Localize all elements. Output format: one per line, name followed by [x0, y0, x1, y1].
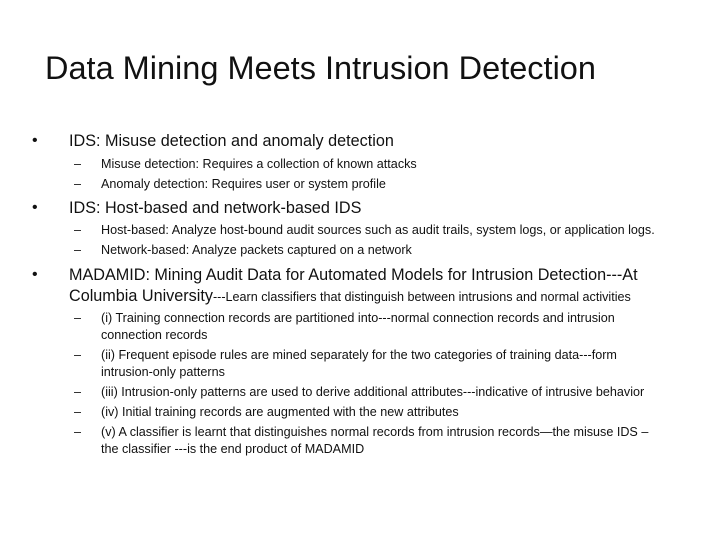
sub-item-text: Host-based: Analyze host-bound audit sources such as audit trails, system logs, or application logs.	[101, 223, 655, 237]
sub-item	[74, 310, 615, 327]
sub-item	[74, 222, 655, 239]
sub-item-continuation	[101, 441, 364, 458]
dash-icon: –	[74, 311, 82, 325]
bullet-text: IDS: Host-based and network-based IDS	[69, 199, 362, 217]
sub-item-text: connection records	[101, 328, 208, 342]
sub-item-text: Anomaly detection: Requires user or system profile	[101, 177, 386, 191]
dash-icon: –	[74, 243, 82, 257]
sub-item	[74, 347, 617, 364]
sub-item-text: (v) A classifier is learnt that distinguishes normal records from intrusion records—the misuse IDS –	[101, 425, 649, 439]
bullet-text-tail: ---Learn classifiers that distinguish between intrusions and normal activities	[212, 290, 631, 304]
sub-item-continuation	[101, 327, 207, 344]
dash-icon: –	[74, 177, 82, 191]
dash-icon: –	[74, 385, 82, 399]
bullet-text-line1: MADAMID: Mining Audit Data for Automated Models for Intrusion Detection---At	[69, 266, 638, 284]
dash-icon: –	[74, 157, 82, 171]
bullet-icon: •	[32, 199, 38, 216]
dash-icon: –	[74, 425, 82, 439]
sub-item	[74, 404, 459, 421]
sub-item-text: (iii) Intrusion-only patterns are used to derive additional attributes---indicative of intrusive behavior	[101, 385, 645, 399]
sub-item-text: Misuse detection: Requires a collection of known attacks	[101, 157, 417, 171]
sub-item	[74, 384, 645, 401]
sub-item	[74, 156, 417, 173]
slide-title: Data Mining Meets Intrusion Detection	[45, 50, 596, 86]
sub-item-text: the classifier ---is the end product of MADAMID	[101, 442, 365, 456]
sub-item	[74, 242, 412, 259]
sub-item-text: (ii) Frequent episode rules are mined separately for the two categories of training data---form	[101, 348, 617, 362]
bullet-icon: •	[32, 132, 38, 149]
dash-icon: –	[74, 405, 82, 419]
bullet-item-madamid	[32, 264, 638, 286]
bullet-icon: •	[32, 266, 38, 283]
bullet-item-madamid-line2	[69, 285, 631, 308]
sub-item	[74, 424, 649, 441]
sub-item-text: intrusion-only patterns	[101, 365, 225, 379]
sub-item-text: Network-based: Analyze packets captured on a network	[101, 243, 412, 257]
dash-icon: –	[74, 348, 82, 362]
sub-item-text: (i) Training connection records are partitioned into---normal connection records and intrusion	[101, 311, 615, 325]
sub-item-text: (iv) Initial training records are augmented with the new attributes	[101, 405, 459, 419]
bullet-text-line2: Columbia University	[69, 287, 213, 305]
dash-icon: –	[74, 223, 82, 237]
bullet-item-ids-host	[32, 197, 362, 219]
sub-item	[74, 176, 386, 193]
sub-item-continuation	[101, 364, 225, 381]
bullet-item-ids-misuse	[32, 130, 394, 152]
bullet-text: IDS: Misuse detection and anomaly detection	[69, 132, 394, 150]
